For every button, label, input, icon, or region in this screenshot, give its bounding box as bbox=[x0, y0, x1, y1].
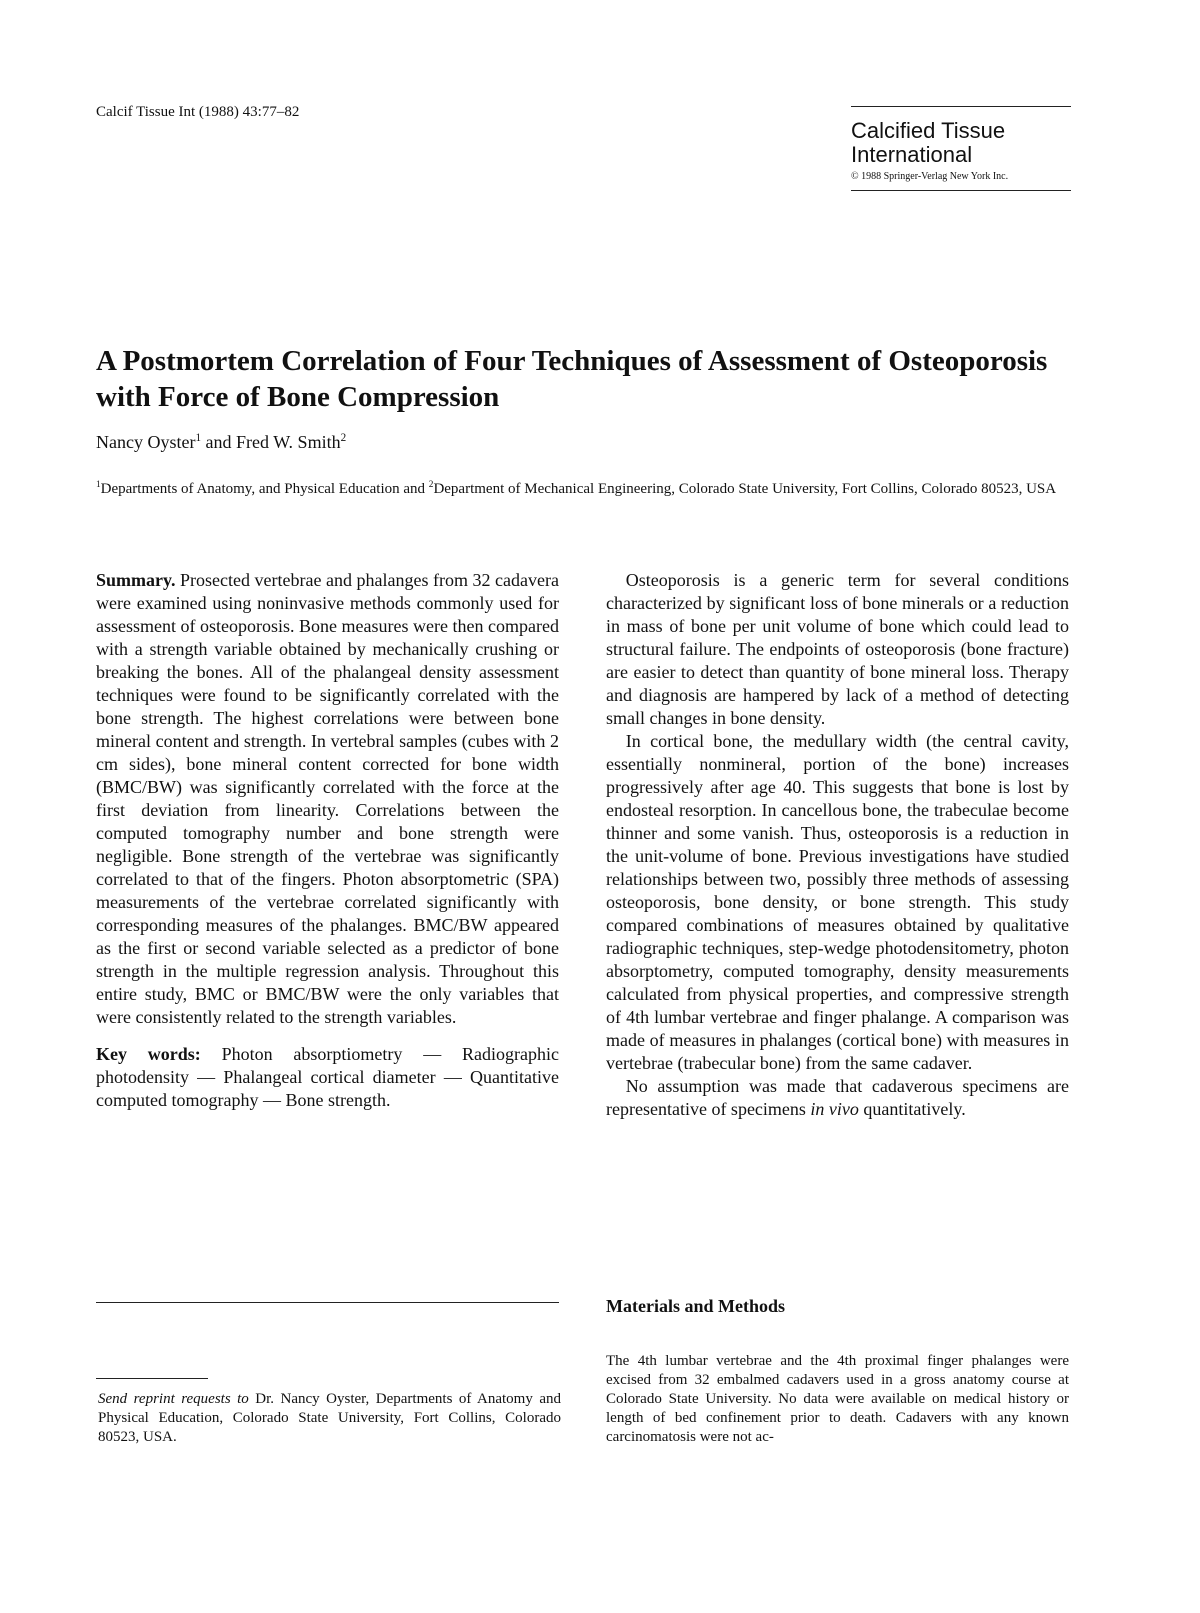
summary-paragraph bbox=[96, 569, 559, 1029]
section-divider bbox=[96, 1302, 559, 1303]
journal-name: Calcified Tissue International bbox=[851, 118, 1006, 167]
journal-citation: Calcif Tissue Int (1988) 43:77–82 bbox=[96, 104, 300, 120]
article-title: A Postmortem Correlation of Four Techniques of Assessment of Osteoporosis with Force of Bone Compression bbox=[96, 345, 1048, 413]
author-joiner: and bbox=[201, 432, 237, 452]
intro-p3-text: No assumption was made that cadaverous specimens are representative of specimens bbox=[606, 1076, 1069, 1119]
summary-text: Prosected vertebrae and phalanges from 32 cadavera were examined using noninvasive methods commonly used for assessment of osteoporosis. Bone measures were then compared with a strength variable obtained by mechanically crushing or breaking the bones. All of the phalangeal density assessment techniques were found to be significantly correlated with the bone strength. The highest correlations were between bone mineral content and strength. In vertebral samples (cubes with 2 cm sides), bone mineral content corrected for bone width (BMC/BW) was significantly correlated with the force at the first deviation from linearity. Correlations between the computed tomography number and bone strength were negligible. Bone strength of the vertebrae was significantly correlated to that of the fingers. Photon absorptometric (SPA) measurements of the vertebrae correlated significantly with corresponding measures of the phalanges. BMC/BW appeared as the first or second variable selected as a predictor of bone strength in the multiple regression analysis. Throughout this entire study, BMC or BMC/BW were the only variables that were consistently related to the strength variables. bbox=[96, 570, 559, 1027]
author-name: Fred W. Smith bbox=[236, 432, 341, 452]
copyright-notice: © 1988 Springer-Verlag New York Inc. bbox=[851, 171, 1009, 182]
author-affiliation-mark: 1 bbox=[195, 432, 202, 444]
keywords-paragraph bbox=[96, 1043, 559, 1112]
methods-paragraph: The 4th lumbar vertebrae and the 4th proximal finger phalanges were excised from 32 embalmed cadavers used in a gross anatomy course at Colorado State University. No data were available on medical history or length of bed confinement prior to death. Cadavers with any known carcinomatosis were not ac- bbox=[606, 1353, 1069, 1445]
right-column bbox=[606, 569, 1069, 1121]
author-affiliation-mark: 2 bbox=[340, 432, 347, 444]
intro-p3-text-end: quantitatively. bbox=[858, 1099, 966, 1119]
intro-paragraph-3 bbox=[606, 1075, 1069, 1121]
methods-heading: Materials and Methods bbox=[606, 1296, 785, 1316]
reprint-footnote bbox=[98, 1390, 561, 1447]
affiliation-text: Departments of Anatomy, and Physical Education and bbox=[100, 481, 429, 497]
reprint-text: Dr. Nancy Oyster, Departments of Anatomy and Physical Education, Colorado State University, Fort Collins, Colorado 80523, USA. bbox=[98, 1391, 561, 1445]
author-name: Nancy Oyster bbox=[96, 432, 196, 452]
author-list bbox=[96, 432, 346, 453]
journal-masthead bbox=[851, 106, 1071, 191]
keywords-label: Key words: bbox=[96, 1044, 201, 1064]
affiliation-text: Department of Mechanical Engineering, Colorado State University, Fort Collins, Colorado 80523, USA bbox=[433, 481, 1057, 497]
keywords-text: Photon absorptiometry — Radiographic photodensity — Phalangeal cortical diameter — Quantitative computed tomography — Bone strength. bbox=[96, 1044, 559, 1110]
left-column bbox=[96, 569, 559, 1112]
intro-p3-italic: in vivo bbox=[810, 1099, 859, 1119]
affiliation-mark: 1 bbox=[96, 480, 101, 490]
summary-label: Summary. bbox=[96, 570, 176, 590]
intro-paragraph-2: In cortical bone, the medullary width (the central cavity, essentially nonmineral, portion of the bone) increases progressively after age 40. This suggests that bone is lost by endosteal resorption. In cancellous bone, the trabeculae become thinner and some vanish. Thus, osteoporosis is a reduction in the unit-volume of bone. Previous investigations have studied relationships between two, possibly three methods of assessing osteoporosis, bone density, or bone strength. This study compared combinations of measures obtained by qualitative radiographic techniques, step-wedge photodensitometry, photon absorptometry, computed tomography, density measurements calculated from physical properties, and compressive strength of 4th lumbar vertebrae and finger phalange. A comparison was made of measures in phalanges (cortical bone) with measures in vertebrae (trabecular bone) from the same cadaver. bbox=[606, 731, 1069, 1073]
reprint-label: Send reprint requests to bbox=[98, 1391, 249, 1407]
affiliation-mark: 2 bbox=[428, 480, 434, 490]
footnote-rule bbox=[96, 1378, 208, 1379]
affiliations bbox=[96, 480, 1096, 499]
intro-paragraph-1: Osteoporosis is a generic term for several conditions characterized by significant loss of bone minerals or a reduction in mass of bone per unit volume of bone which could lead to structural failure. The endpoints of osteoporosis (bone fracture) are easier to detect than quantity of bone mineral loss. Therapy and diagnosis are hampered by lack of a method of detecting small changes in bone density. bbox=[606, 570, 1069, 728]
